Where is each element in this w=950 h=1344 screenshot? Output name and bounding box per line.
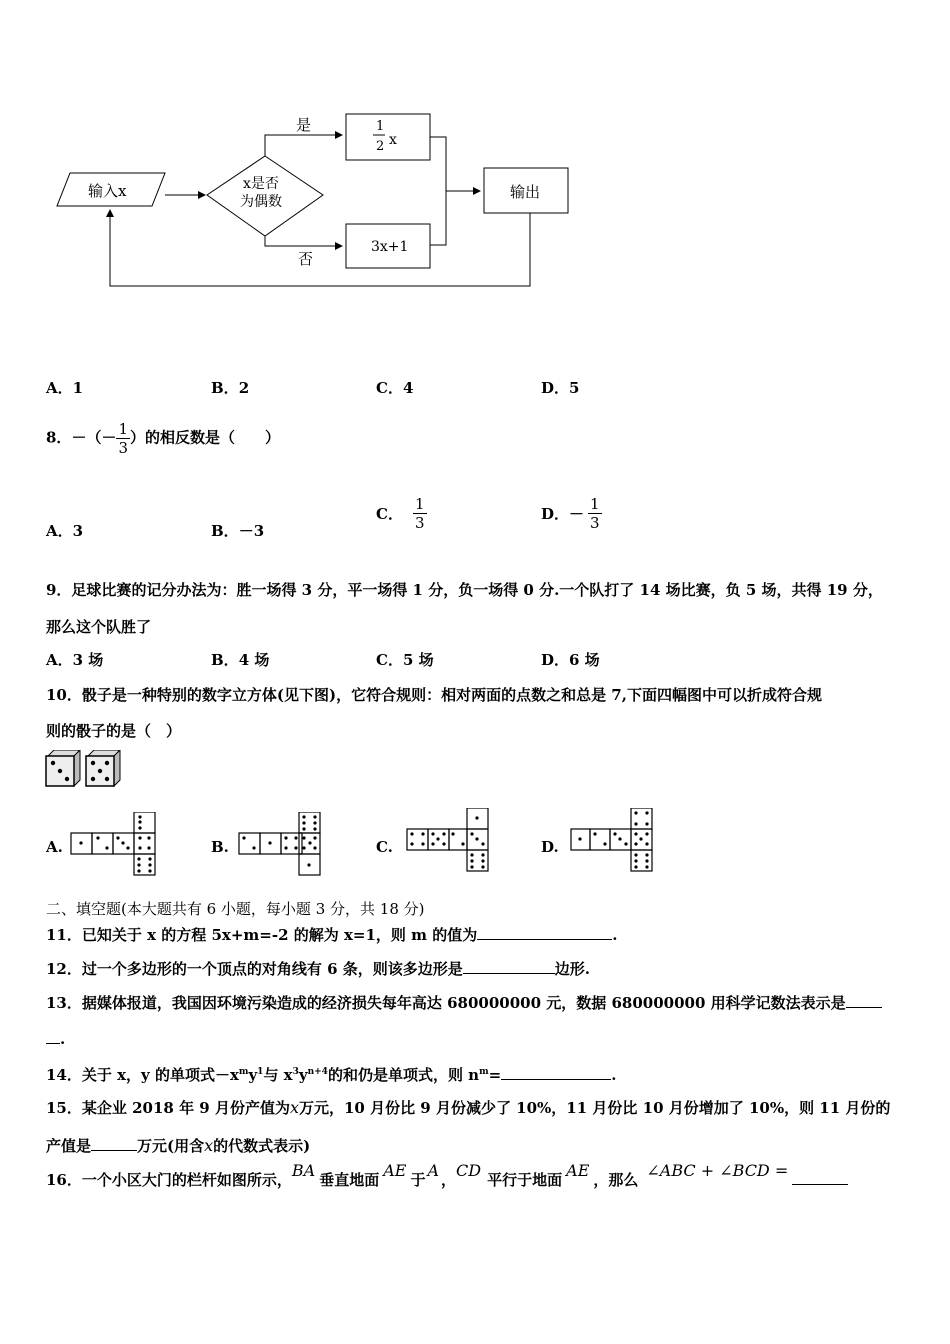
no-box-label: 3x+1 xyxy=(371,239,409,255)
net-a[interactable] xyxy=(68,812,163,876)
q10-line2: 则的骰子的是（ ） xyxy=(46,722,182,740)
yes-box-num: 1 xyxy=(376,119,385,134)
q8-option-a[interactable]: A．3 xyxy=(46,522,84,540)
yes-box-var: x xyxy=(389,132,397,148)
q7-option-b[interactable]: B．2 xyxy=(211,379,250,397)
q9-line2: 那么这个队胜了 xyxy=(46,618,152,636)
q13: 13．据媒体报道，我国因环境污染造成的经济损失每年高达 680000000 元，数据 680000000 用科学记数法表示是 xyxy=(46,991,882,1013)
q8-prefix: －（－ xyxy=(71,428,117,447)
output-label: 输出 xyxy=(510,183,541,201)
die-2 xyxy=(86,750,120,786)
net-c[interactable] xyxy=(404,808,494,876)
q14: 14．关于 x，y 的单项式$-x^my^1$与 $x^3y^{n+4}$的和仍是单项式，则 $n^m=$ . xyxy=(46,1063,616,1085)
q10-line1: 10．骰子是一种特别的数字立方体(见下图)，它符合规则：相对两面的点数之和总是 7,下面四幅图中可以折成符合规 xyxy=(46,686,822,704)
q13-cont: . xyxy=(46,1027,65,1048)
q9-line1: 9．足球比赛的记分办法为：胜一场得 3 分，平一场得 1 分，负一场得 0 分.一个队打了 14 场比赛，负 5 场，共得 19 分， xyxy=(46,581,883,599)
q16: 16．一个小区大门的栏杆如图所示，BA 垂直地面 AE 于 A ，CD 平行于地面 AE ，那么 ∠ABC + ∠BCD = xyxy=(46,1168,848,1190)
arrow-no xyxy=(265,236,342,246)
q8-number: 8． xyxy=(46,428,72,447)
input-label: 输入x xyxy=(88,182,127,200)
q8-option-c[interactable]: C． $\frac{1}{3}$ xyxy=(376,495,425,532)
q15-line2: 产值是 万元(用含x的代数式表示) xyxy=(46,1136,311,1155)
q7-option-c[interactable]: C．4 xyxy=(376,379,414,397)
q12: 12．过一个多边形的一个顶点的对角线有 6 条，则该多边形是 边形. xyxy=(46,957,590,979)
yes-box-den: 2 xyxy=(376,139,385,154)
q11: 11．已知关于 x 的方程 5x+m=-2 的解为 x=1，则 m 的值为 . xyxy=(46,923,617,945)
q13-answer-blank-cont[interactable] xyxy=(46,1027,60,1044)
yes-process-box xyxy=(346,114,430,160)
section-heading: 二、填空题(本大题共有 6 小题，每小题 3 分，共 18 分) xyxy=(46,900,425,918)
q8-option-b[interactable]: B．－3 xyxy=(211,522,265,540)
loop-back-arrow xyxy=(110,210,530,286)
q8-fraction: $\frac{1}{3}$ xyxy=(118,420,128,457)
dice-illustration xyxy=(44,750,126,790)
net-b[interactable] xyxy=(236,812,326,876)
no-label: 否 xyxy=(298,250,314,268)
q9-option-d[interactable]: D．6 场 xyxy=(541,651,600,669)
die-1 xyxy=(46,750,80,786)
q15-answer-blank[interactable] xyxy=(91,1134,137,1151)
q9-option-a[interactable]: A．3 场 xyxy=(46,651,104,669)
q16-answer-blank[interactable] xyxy=(792,1168,848,1185)
q13-answer-blank[interactable] xyxy=(846,991,882,1008)
arrow-yes xyxy=(265,135,342,156)
q8-stem xyxy=(46,420,280,457)
q9-option-b[interactable]: B．4 场 xyxy=(211,651,270,669)
net-d[interactable] xyxy=(568,808,658,876)
q7-option-d[interactable]: D．5 xyxy=(541,379,580,397)
q10-option-d[interactable]: D. xyxy=(541,838,559,856)
q10-option-a[interactable]: A. xyxy=(46,838,63,856)
q8-option-d[interactable]: D．－ $\frac{1}{3}$ xyxy=(541,495,600,532)
q7-option-a[interactable]: A．1 xyxy=(46,379,84,397)
q11-answer-blank[interactable] xyxy=(477,923,612,940)
flowchart xyxy=(40,100,600,300)
q10-option-b[interactable]: B. xyxy=(211,838,229,856)
q10-option-c[interactable]: C. xyxy=(376,838,393,856)
decision-line1: x是否 xyxy=(243,176,279,192)
decision-line2: 为偶数 xyxy=(240,194,282,210)
q14-answer-blank[interactable] xyxy=(501,1063,611,1080)
q15-line1: 15．某企业 2018 年 9 月份产值为x万元，10 月份比 9 月份减少了 10%，11 月份比 10 月份增加了 10%，则 11 月份的 xyxy=(46,1098,891,1117)
q9-option-c[interactable]: C．5 场 xyxy=(376,651,434,669)
merge-line xyxy=(430,137,446,245)
yes-label: 是 xyxy=(296,116,312,134)
q8-suffix: ）的相反数是（ ） xyxy=(130,428,281,447)
q12-answer-blank[interactable] xyxy=(463,957,555,974)
